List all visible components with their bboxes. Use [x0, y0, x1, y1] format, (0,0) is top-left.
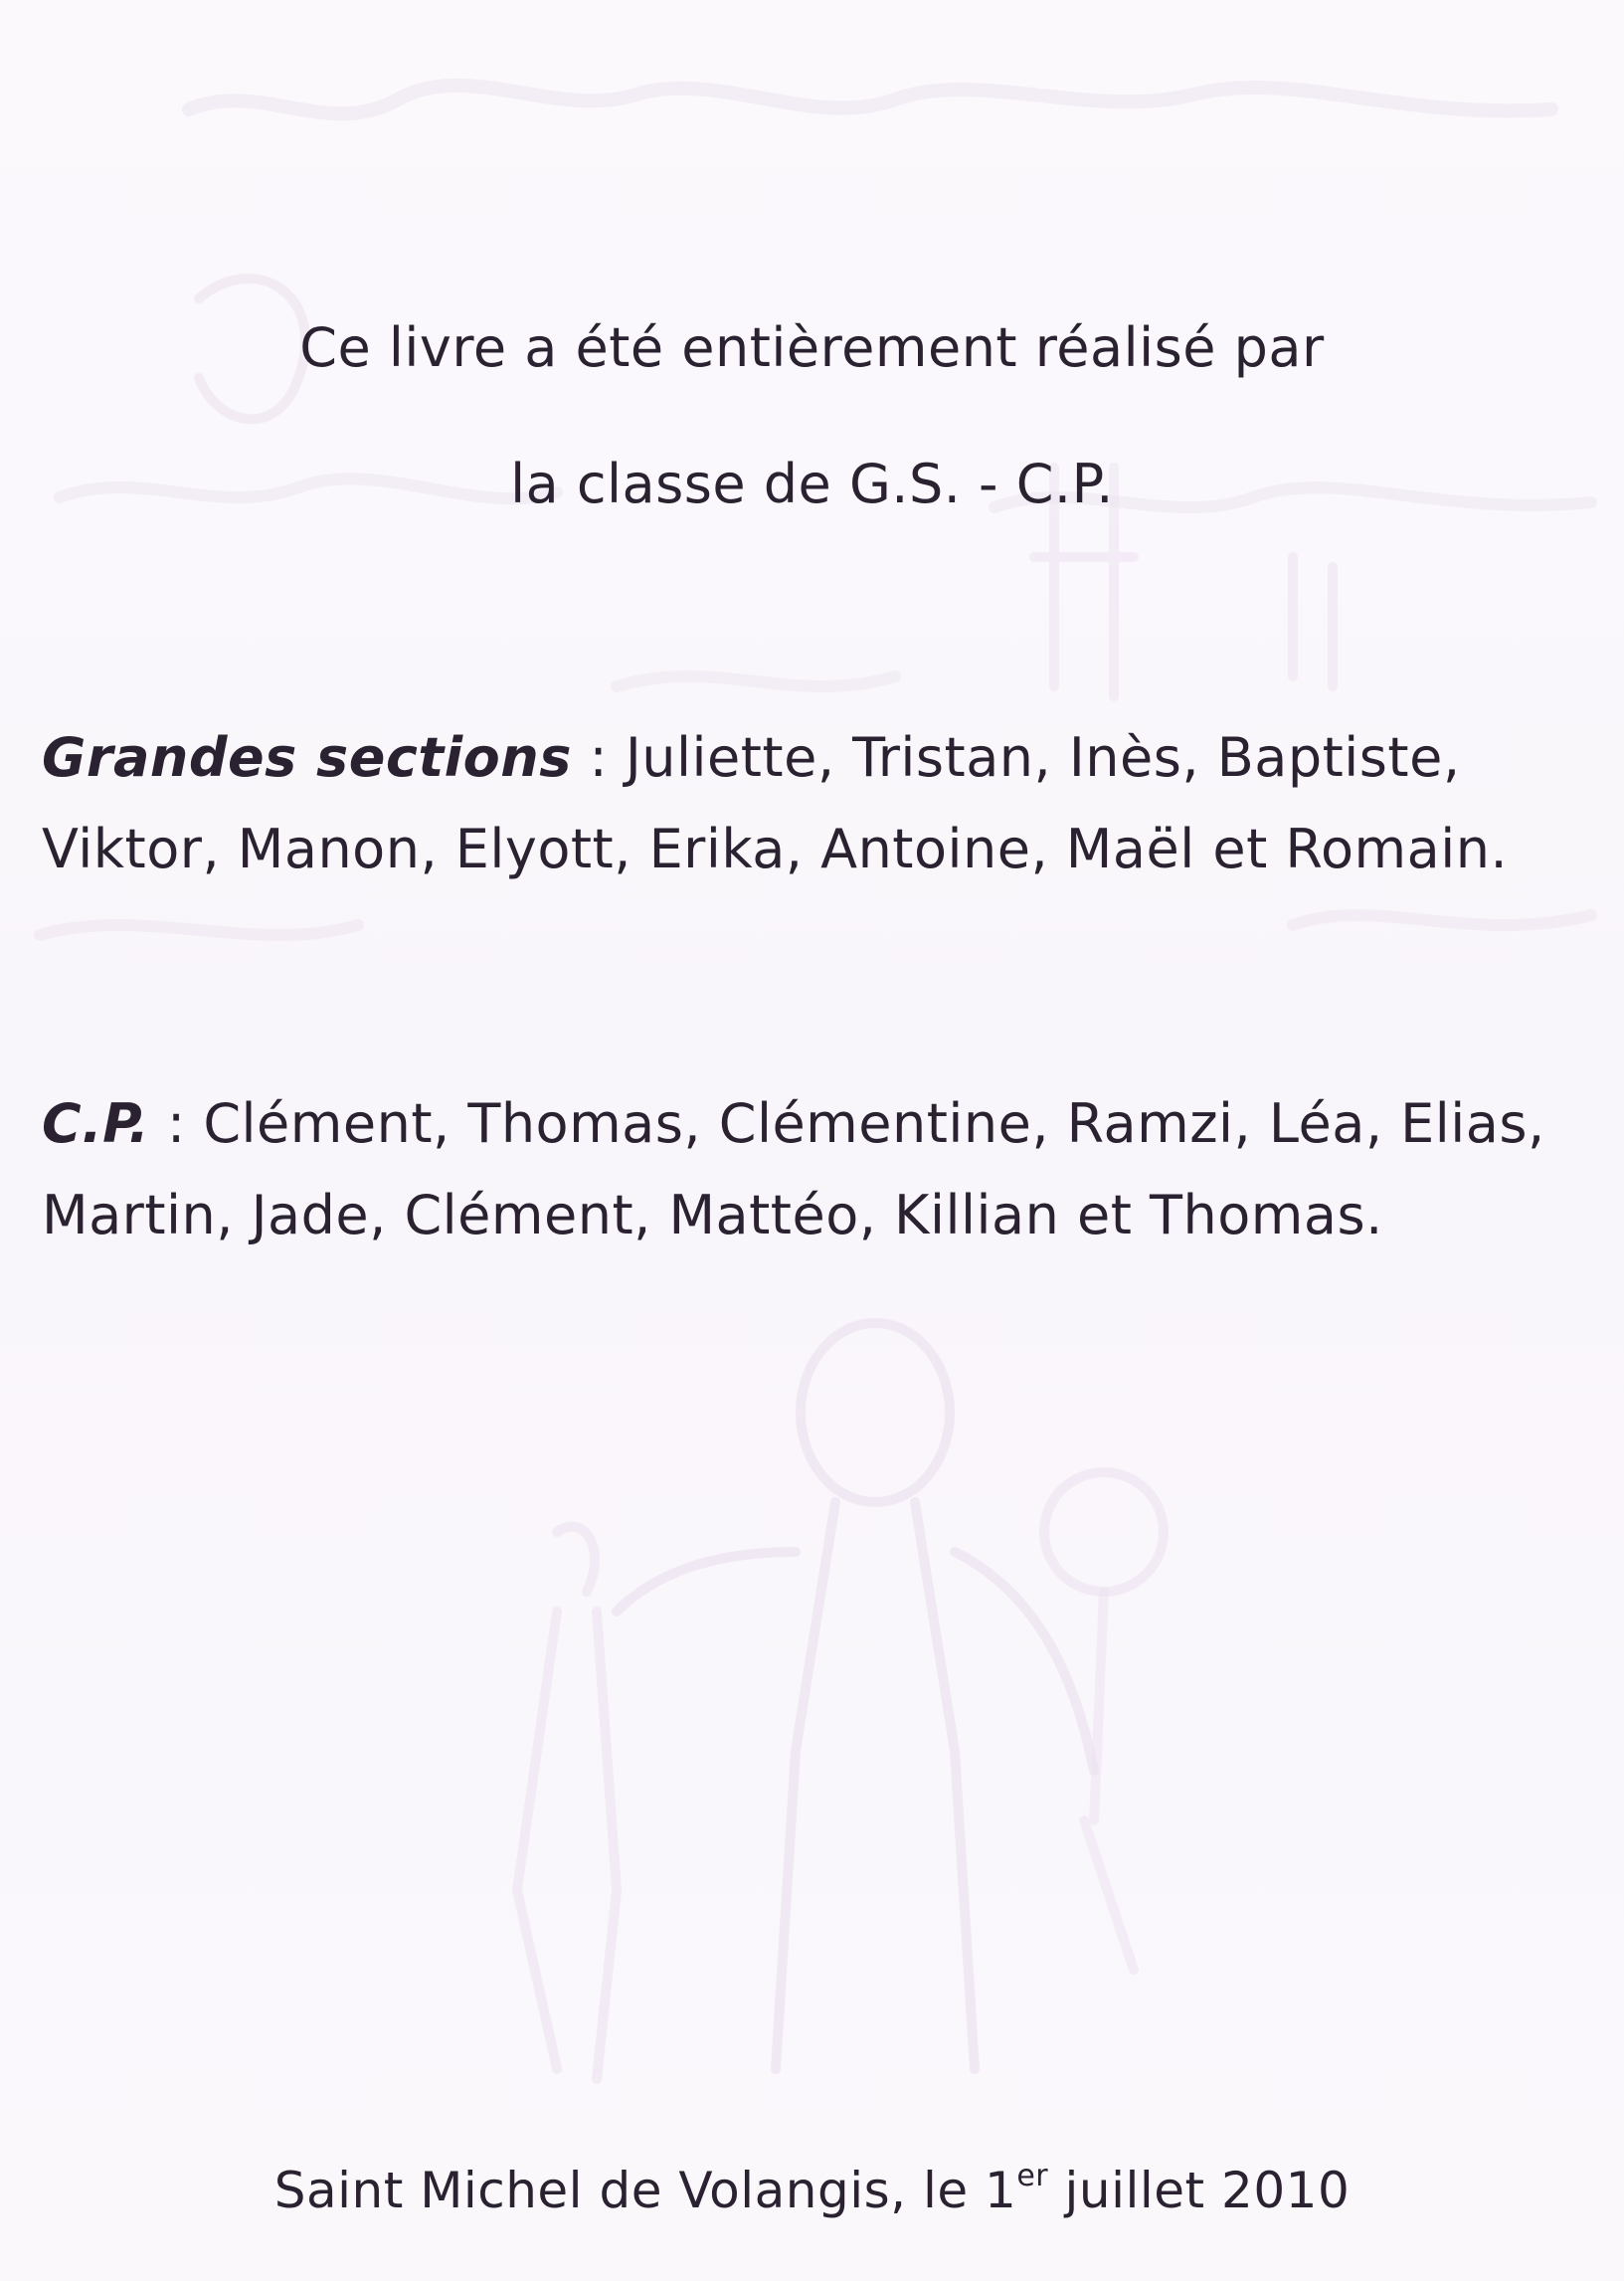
intro-line-2: la classe de G.S. - C.P. — [510, 453, 1114, 515]
grandes-sections-line-1 — [42, 726, 1460, 790]
grandes-sections-names-2: Viktor, Manon, Elyott, Erika, Antoine, Maël et Romain. — [42, 818, 1509, 880]
cp-names-1: Clément, Thomas, Clémentine, Ramzi, Léa, Elias, — [203, 1092, 1545, 1155]
intro-line-1: Ce livre a été entièrement réalisé par — [299, 316, 1325, 379]
grandes-sections-separator: : — [571, 726, 626, 789]
grandes-sections-names-1: Juliette, Tristan, Inès, Baptiste, — [625, 726, 1461, 789]
footer-place: Saint Michel de Volangis, le 1 — [273, 2162, 1017, 2219]
footer-ordinal: er — [1016, 2159, 1049, 2193]
grandes-sections-label: Grandes sections — [42, 726, 572, 789]
cp-separator: : — [149, 1092, 204, 1155]
cp-label: C.P. — [42, 1092, 150, 1155]
footer-date: juillet 2010 — [1048, 2162, 1351, 2219]
footer-place-date — [0, 2159, 1624, 2222]
cp-names-2: Martin, Jade, Clément, Mattéo, Killian et Thomas. — [42, 1184, 1383, 1246]
cp-line-1 — [42, 1092, 1545, 1156]
